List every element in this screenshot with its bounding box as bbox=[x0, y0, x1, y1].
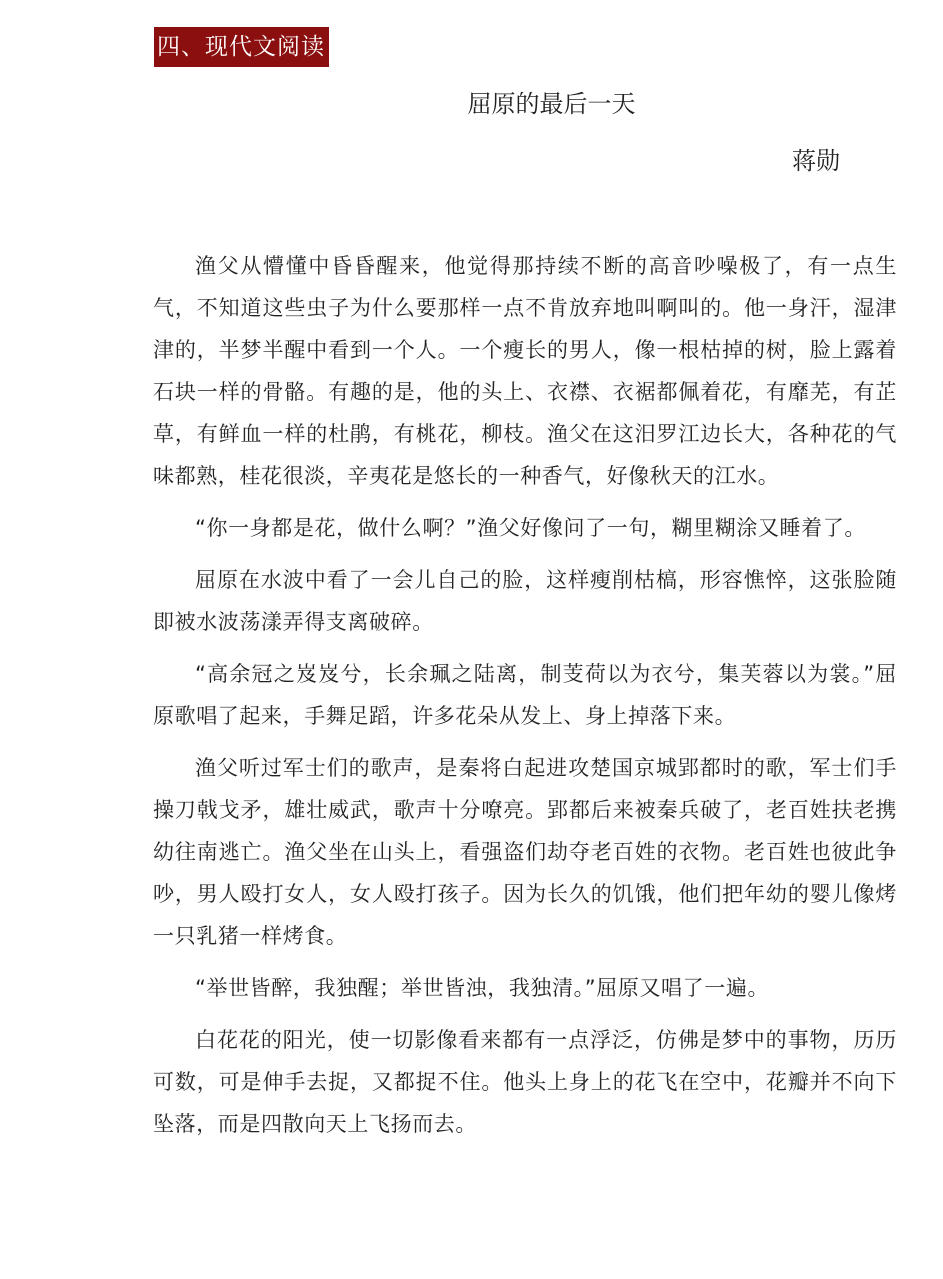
paragraph: 渔父从懵懂中昏昏醒来，他觉得那持续不断的高音吵噪极了，有一点生气，不知道这些虫子为什么要那样一点不肯放弃地叫啊叫的。他一身汗，湿津津的，半梦半醒中看到一个人。一个瘦长的男人，像一根枯掉的树，脸上露着石块一样的骨骼。有趣的是，他的头上、衣襟、衣裾都佩着花，有靡芜，有芷草，有鲜血一样的杜鹃，有桃花，柳枝。渔父在这汨罗江边长大，各种花的气味都熟，桂花很淡，辛夷花是悠长的一种香气，好像秋天的江水。 bbox=[153, 254, 897, 488]
section-heading: 四、现代文阅读 bbox=[154, 27, 329, 67]
article-body bbox=[153, 245, 897, 1155]
paragraph: “你一身都是花，做什么啊？”渔父好像问了一句，糊里糊涂又睡着了。 bbox=[195, 516, 866, 540]
paragraph: “举世皆醉，我独醒；举世皆浊，我独清。”屈原又唱了一遍。 bbox=[195, 976, 770, 1000]
paragraph: 渔父听过军士们的歌声，是秦将白起进攻楚国京城郢都时的歌，军士们手操刀戟戈矛，雄壮威武，歌声十分嘹亮。郢都后来被秦兵破了，老百姓扶老携幼往南逃亡。渔父坐在山头上，看强盗们劫夺老百姓的衣物。老百姓也彼此争吵，男人殴打女人，女人殴打孩子。因为长久的饥饿，他们把年幼的婴儿像烤一只乳猪一样烤食。 bbox=[153, 756, 897, 948]
paragraph: 屈原在水波中看了一会儿自己的脸，这样瘦削枯槁，形容憔悴，这张脸随即被水波荡漾弄得支离破碎。 bbox=[153, 568, 897, 634]
article-title: 屈原的最后一天 bbox=[467, 90, 636, 118]
paragraph: 白花花的阳光，使一切影像看来都有一点浮泛，仿佛是梦中的事物，历历可数，可是伸手去捉，又都捉不住。他头上身上的花飞在空中，花瓣并不向下坠落，而是四散向天上飞扬而去。 bbox=[153, 1028, 897, 1136]
paragraph: “高余冠之岌岌兮，长余珮之陆离，制芰荷以为衣兮，集芙蓉以为裳。”屈原歌唱了起来，手舞足蹈，许多花朵从发上、身上掉落下来。 bbox=[153, 662, 897, 728]
article-author: 蒋勋 bbox=[792, 147, 840, 175]
